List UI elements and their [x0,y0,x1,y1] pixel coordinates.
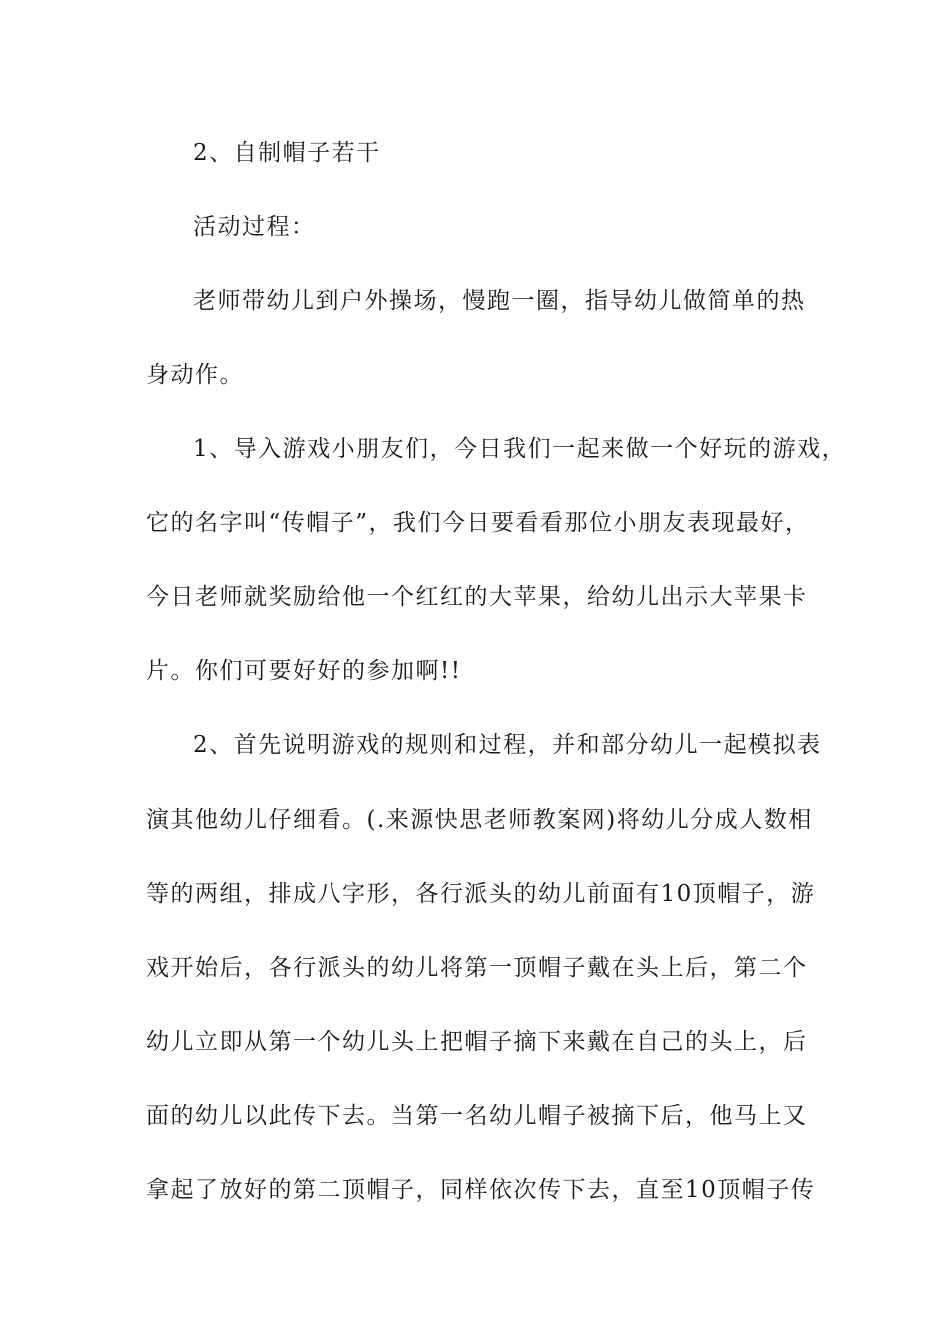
text-line-process-heading: 活动过程： [193,214,316,240]
text-line-intro-cont-2: 今日老师就奖励给他一个红红的大苹果，给幼儿出示大苹果卡 [146,584,808,610]
text-line-intro-cont-3: 片。你们可要好好的参加啊!! [146,658,462,684]
text-line-rules-cont-1: 演其他幼儿仔细看。(.来源快思老师教案网)将幼儿分成人数相 [146,807,813,833]
text-line-rules-cont-5: 面的幼儿以此传下去。当第一名幼儿帽子被摘下后，他马上又 [146,1103,808,1129]
text-line-warmup: 老师带幼儿到户外操场，慢跑一圈，指导幼儿做简单的热 [193,288,806,314]
text-line-rules-cont-2: 等的两组，排成八字形，各行派头的幼儿前面有10顶帽子，游 [146,881,816,907]
text-line-intro: 1、导入游戏小朋友们，今日我们一起来做一个好玩的游戏， [193,436,847,462]
text-line-materials: 2、自制帽子若干 [193,140,381,166]
text-line-rules-cont-6: 拿起了放好的第二顶帽子，同样依次传下去，直至10顶帽子传 [146,1177,816,1203]
text-line-rules-cont-4: 幼儿立即从第一个幼儿头上把帽子摘下来戴在自己的头上，后 [146,1029,808,1055]
text-line-warmup-cont: 身动作。 [146,362,244,388]
text-line-rules: 2、首先说明游戏的规则和过程，并和部分幼儿一起模拟表 [193,732,822,758]
text-line-intro-cont-1: 它的名字叫“传帽子”，我们今日要看看那位小朋友表现最好， [146,510,810,536]
text-line-rules-cont-3: 戏开始后，各行派头的幼儿将第一顶帽子戴在头上后，第二个 [146,955,808,981]
